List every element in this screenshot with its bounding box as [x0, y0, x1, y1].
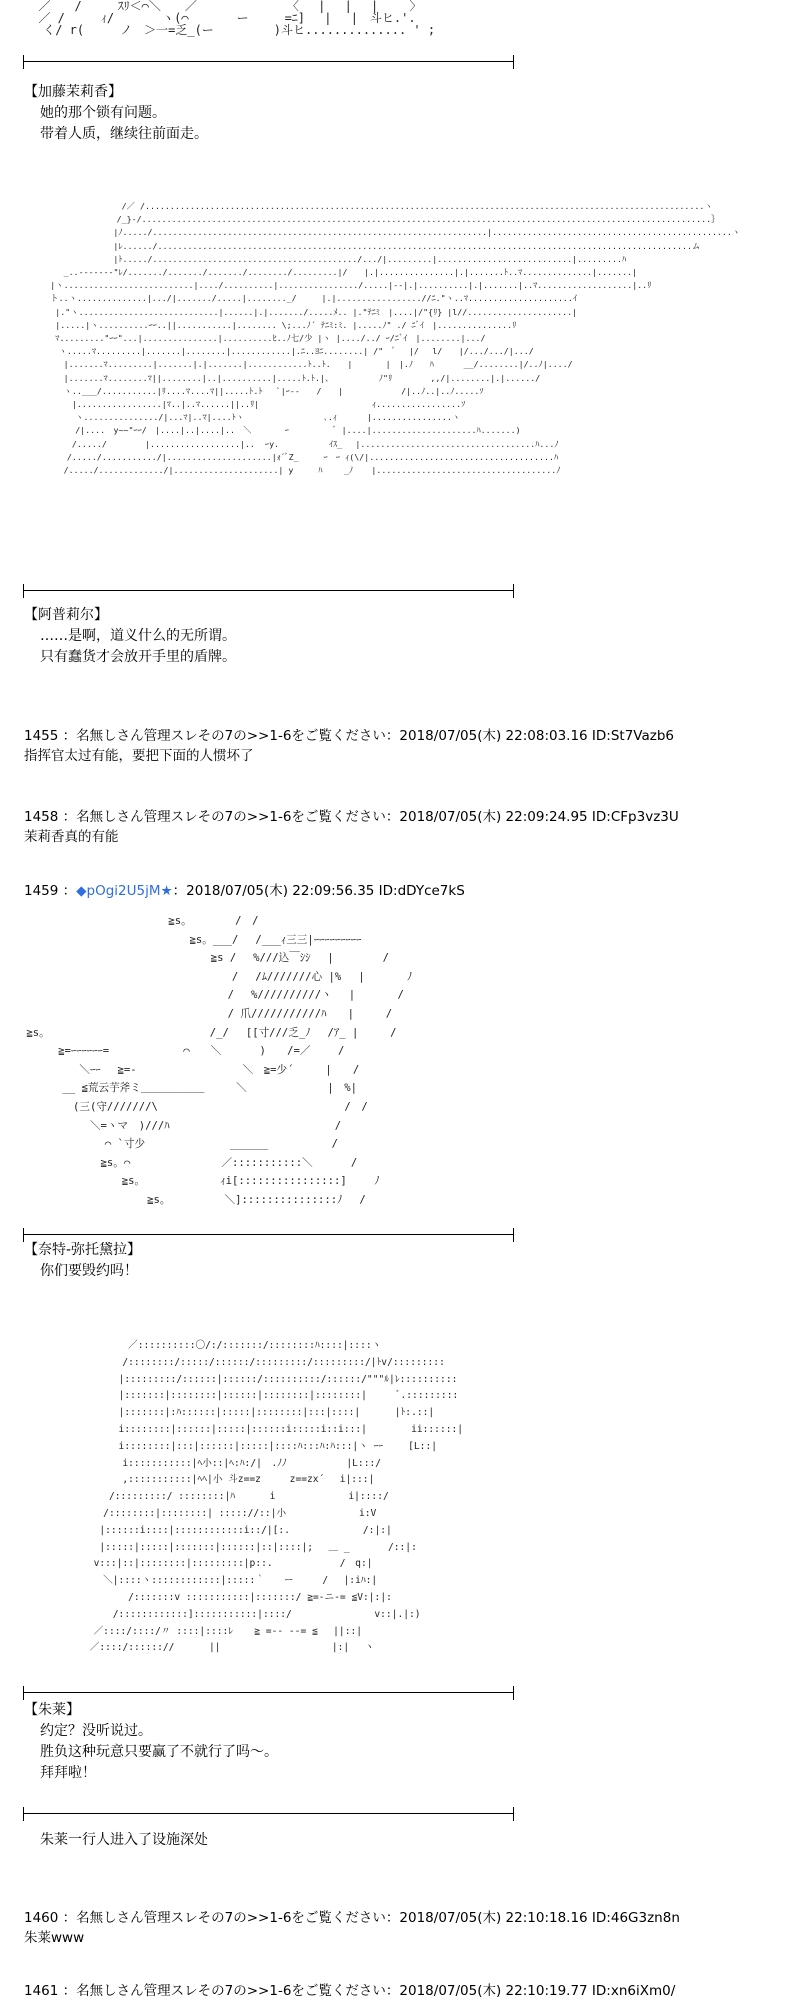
post-header [24, 881, 465, 901]
thread-post [24, 1908, 680, 1948]
diamond-icon: ◆ [76, 883, 87, 899]
thread-post [24, 726, 674, 766]
dialogue-line: 只有蠢货才会放开手里的盾牌。 [40, 649, 236, 665]
post-body: 茉莉香真的有能 [24, 829, 119, 845]
ascii-art-ship-characters: /／ /................................................................................................................ヽ /_}-/..................................................................................................................｝ |ﾉ...../...................................................................|................................................ヽ |ﾚ....../...........................................................................................................ム |ﾄ...../........................................./.../|.........|...........................|.........ﾊ _..-----‐‐"ﾚ/......./......./......./......../.........|/ |.|...............|.|.......ﾄ..ﾏ..............|.......| |ヽ..........................|..../..........|................/.....|‐‐|.|..........|.|.......|..ﾏ...................|..ﾘ ト..ヽ..............|.../|......./.....|........_/ |.|.................//ﾆ."ヽ..ﾏ.....................ｲ |."ヽ............................|......|.|......./.....ﾒ.. |."ﾃﾆﾐ |....|/"{ﾘ} |l//.....................| |.....|ヽ..........ｰｰ..||...........|........ \;...ﾉ´ ﾃﾆﾐ:ﾐ. |.....ﾉ" ./ ﾆﾞｲ |...............ﾘ ﾏ........."ｰｰ"...|...............|..........ﾋ..ﾉ七/少 |ヽ |..../../ ｰ/ﾆﾞｲ |........|.../ ヽ.....ﾏ.........|.......|........|............|.ﾆ..ﾖﾆ........| /" ﾞ |/ l/ |/.../.../|.../ |.......ﾏ.........|.......|.|.......|............ﾄ..ﾄ. | | |.ﾉ ﾊ __/........|/..ﾉ|..../ |.......ﾏ........ﾏ||........|..|..........|.....ﾄ.ﾄ.|、 ﾉ"ﾘ ,,/|........|.|....../ ヽ..___/...........|ﾘ....ﾏ....ﾏ||.....ﾄ.ﾄ `|ｰ‐‐ / | /|..ﾉ..|..ﾉ.....ｿ |.................|ﾏ..|..ﾏ......||..ﾘ| ｨ.................ｿ ヽ.............../|...ﾏ|..ﾏ|....ﾄヽ ､.ｨ |................ヽ /|.... y~~"ｰｰ/ |....|..|....|.. ＼ ｰ ﾞ |....|.....................ﾊ.......) /...../ |..................|.. ｰy. ｲｽ_ |...................................ﾊ...ﾉ /...../.........../|.....................|ｫ´ﾞZ_ ｰ ｰ ｨ(\/|.....................................ﾊ /...../............./|.....................| y ﾊ _ﾉ |....................................ﾉ [50, 201, 741, 476]
post-header: 1455 ：名無しさん管理スレその7の>>1-6をご覧ください：2018/07/05(木) 22:08:03.16 ID:St7Vazb6 [24, 728, 675, 744]
narration-text: 朱莱一行人进入了设施深处 [40, 1832, 208, 1848]
dialogue-block [24, 82, 208, 145]
post-header: 1461 ：名無しさん管理スレその7の>>1-6をご覧ください：2018/07/05(木) 22:10:19.77 ID:xn6iXm0/ [24, 1983, 676, 1999]
dialogue-line: ……是啊，道义什么的无所谓。 [40, 628, 236, 644]
ascii-art-girl: ／::::::::::〇/:/:::::::/::::::::ﾊ::::|::::ヽ /::::::::/:::::/::::::/:::::::::/:::::::::/|ﾄv/::::::::: |:::::::::/::::::|::::::/::::::::::/::::::/"""ﾙ|ﾚ:::::::::: |:::::::|::::::::|::::::|::::::::|::::::::| ﾞ.::::::::: |:::::::|:ﾊ::::::|:::::|::::::::|:::|::::| |ﾄ:.::| i::::::::|::::::|:::::|::::::i:::::i::i:::| ii::::::| i::::::::|:::|::::::|:::::|::::ﾊ:::ﾊ:ﾊ:::|ヽ ｰｰ [L::| i:::::::::::|ﾍ小::|ﾍ:ﾊ:/| .ﾉﾉ |L:::/ ,:::::::::::|ﾍﾍ|小 斗z==z z==zx´ i|:::| /:::::::::/ ::::::::|ﾊ i i|::::/ /::::::::|::::::::| ::::://::|小 i:V |::::::i::::|::::::::::::i::/|[:. /:|:| |:::::|:::::|:::::::|::::::|::|::::|; ＿ _ /::|: v:::|::|::::::::|:::::::::|p::. / q:| ＼|::::ヽ::::::::::::|:::::｀ ー / |:iﾊ:| /:::::::v :::::::::::|:::::::/ ≧=-ニ-= ≦V:|:|: /::::::::::::]:::::::::::|::::/ v::|.|:) ／::::/::::/〃 ::::|::::ﾚ ≧ =-- --= ≦ ||::| ／::::/::::::// || |:| ヽ [89, 1340, 464, 1654]
dialogue-line: 带着人质，继续往前面走。 [40, 126, 208, 142]
dialogue-line: 你们要毁约吗！ [40, 1263, 138, 1279]
dialogue-block [24, 1700, 278, 1784]
thread-post-author [24, 881, 465, 901]
dialogue-line: 约定？没听说过。 [40, 1723, 152, 1739]
divider [24, 1234, 514, 1235]
ascii-art-mecha: ≧s。 / / ≧s。___/ /___ｨ三三|ｰｰｰｰｰｰｰｰｰ ≧s / %///込￣ｼｼ | / / /ﾑ///////心 |% | ﾉ / %//////////ヽ | / / 爪///////////ﾊ | / ≧s。 /_/ [[寸///乏_ﾉ /ｱ_ | / ≧=ｰｰｰｰｰｰ= ⌒ ＼ ) /=／ / ＼ｰｰ ≧=- ＼ ≧=少´ | / __ ≦荒云芋斧ミ＿＿＿＿＿＿ ＼ | %| (三(守///////\ / / ＼=ヽマ )///ﾊ / ⌒ `寸少 ______ / ≧s。⌒ ／:::::::::::＼ / ≧s。 ｨi[::::::::::::::::] ﾉ ≧s。 ＼]:::::::::::::::ﾉ / [26, 915, 413, 1206]
post-body: 朱莱www [24, 1930, 85, 1946]
dialogue-line: 拜拜啦！ [40, 1765, 96, 1781]
speaker-name: 【奈特-弥托黛拉】 [24, 1242, 142, 1258]
speaker-name: 【朱莱】 [24, 1702, 80, 1718]
thread-post [24, 807, 679, 847]
divider [24, 1813, 514, 1814]
post-meta: ：2018/07/05(木) 22:09:56.35 ID:dDYce7kS [172, 883, 465, 899]
tripcode-link[interactable]: pOgi2U5jM [86, 883, 161, 899]
dialogue-line: 胜负这种玩意只要赢了不就行了吗〜。 [40, 1744, 278, 1760]
post-number: 1459 ： [24, 883, 77, 899]
post-header: 1458 ：名無しさん管理スレその7の>>1-6をご覧ください：2018/07/05(木) 22:09:24.95 ID:CFp3vz3U [24, 809, 679, 825]
post-header: 1460 ：名無しさん管理スレその7の>>1-6をご覧ください：2018/07/05(木) 22:10:18.16 ID:46G3zn8n [24, 1910, 680, 1926]
divider [24, 1692, 514, 1693]
divider [24, 61, 514, 62]
speaker-name: 【加藤茉莉香】 [24, 84, 122, 100]
star-icon: ★ [160, 883, 173, 899]
speaker-name: 【阿普莉尔】 [24, 607, 108, 623]
divider [24, 590, 514, 591]
post-body: 指挥官太过有能，要把下面的人惯坏了 [24, 748, 254, 764]
ascii-art-top: ／ / ｽﾘ＜⌒＼ ／ 〈 | | | 〉 ／ / ｨ/ ヽ(⌒ ー =ﾆ] | | 斗ヒ.'. く/ r( ノ ＞一=乏_(ー )斗ヒ.............. ' ; [38, 0, 436, 37]
dialogue-line: 她的那个锁有问题。 [40, 105, 166, 121]
dialogue-block [24, 1240, 141, 1282]
dialogue-block [24, 605, 236, 668]
thread-post [24, 1981, 675, 2001]
